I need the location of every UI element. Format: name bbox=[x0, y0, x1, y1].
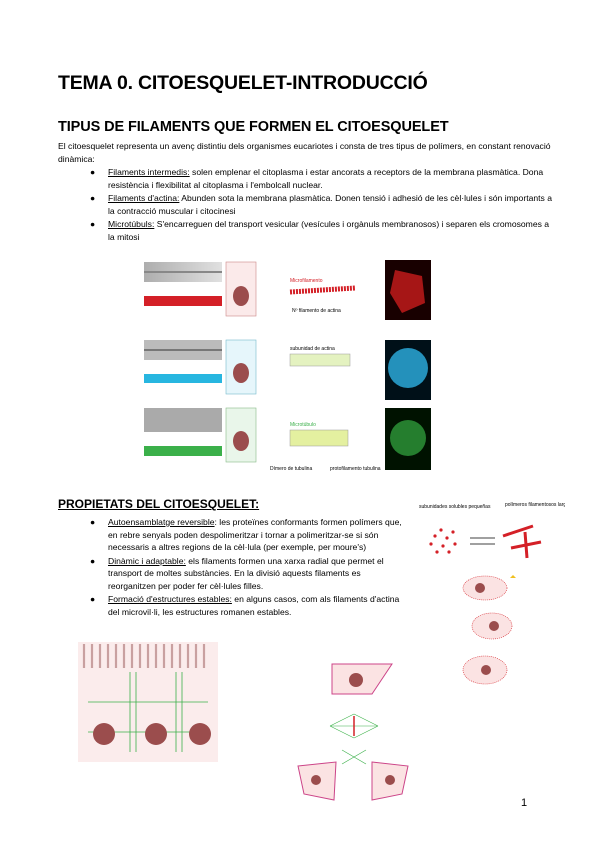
term-label: Filaments d'actina: bbox=[108, 193, 180, 203]
filament-types-figure bbox=[140, 258, 440, 478]
cell-migration-illustration bbox=[440, 566, 535, 696]
intro-paragraph: El citoesquelet representa un avenç distintiu dels organismes eucariotes i consta de tres tipus de polímers, en constant renovació dinàmica: bbox=[58, 141, 551, 164]
list-item bbox=[90, 555, 408, 593]
section-heading-properties: PROPIETATS DEL CITOESQUELET: bbox=[58, 497, 260, 511]
bullet-icon: ● bbox=[90, 517, 96, 527]
mitosis-illustration bbox=[292, 654, 412, 804]
list-item bbox=[90, 166, 553, 191]
properties-list bbox=[90, 516, 408, 619]
microfilament-label: Microfilamento bbox=[290, 278, 323, 284]
bullet-icon: ● bbox=[90, 555, 96, 566]
actin-note-label: Nº filamento de actina bbox=[292, 308, 341, 314]
term-label: Formació d'estructures estables: bbox=[108, 594, 232, 604]
bullet-icon: ● bbox=[90, 219, 96, 229]
soluble-subunits-label: subunidades solubles pequeñas bbox=[419, 504, 491, 510]
list-item bbox=[90, 192, 553, 217]
tubulin-dimer-label: Dímero de tubulina bbox=[270, 466, 313, 472]
microtubule-label: Microtúbulo bbox=[290, 422, 316, 428]
term-label: Filaments intermedis: bbox=[108, 167, 190, 177]
list-item bbox=[90, 516, 408, 554]
term-label: Autoensamblatge reversible bbox=[108, 517, 215, 527]
microvilli-illustration bbox=[78, 642, 218, 762]
actin-subunit-label: subunidad de actina bbox=[290, 346, 335, 352]
mitosis-figure bbox=[292, 654, 412, 804]
cell-migration-figure bbox=[440, 566, 535, 696]
bullet-icon: ● bbox=[90, 193, 96, 203]
item-text: en alguns casos, com als filaments d'actina del microvil·li, les estructures romanen estables. bbox=[108, 594, 400, 617]
section-heading-filaments: TIPUS DE FILAMENTS QUE FORMEN EL CITOESQUELET bbox=[58, 119, 449, 135]
item-text: S'encarreguen del transport vesicular (vesícules i orgànuls membranosos) i separen els cromosomes a la mitosi bbox=[108, 219, 550, 242]
filament-types-illustration bbox=[140, 258, 440, 478]
bullet-icon: ● bbox=[90, 167, 96, 177]
item-text: solen emplenar el citoplasma i estar ancorats a receptors de la membrana plasmàtica. Dona resistència i flexibilitat al citoplasma i l'embolcall nuclear. bbox=[108, 167, 544, 190]
page-number: 1 bbox=[521, 797, 528, 809]
item-text: els filaments formen una xarxa radial que permet el transport de moltes substàncies. En la divisió aquests filaments es reorganitzen per poder fer cèl·lules filles. bbox=[108, 555, 384, 591]
filament-polymers-label: polímeros filamentosos largos bbox=[505, 502, 565, 508]
list-item bbox=[90, 593, 408, 618]
term-label: Microtúbuls: bbox=[108, 219, 155, 229]
page-title: TEMA 0. CITOESQUELET-INTRODUCCIÓ bbox=[58, 72, 428, 94]
polymerization-figure bbox=[415, 500, 565, 560]
item-text: Abunden sota la membrana plasmàtica. Donen tensió i adhesió de les cèl·lules i són importants a la contracció muscular i citocinesi bbox=[108, 193, 552, 216]
polymerization-illustration bbox=[415, 500, 565, 560]
bullet-icon: ● bbox=[90, 594, 96, 604]
microvilli-figure bbox=[78, 642, 218, 762]
protofilament-label: protofilamento tubulina bbox=[330, 466, 381, 472]
filament-types-list bbox=[90, 166, 553, 244]
term-label: Dinàmic i adaptable: bbox=[108, 555, 186, 566]
item-text: : les proteïnes conformants formen polímers que, en rebre senyals poden despolimeritzar i tornar a polimeritzar-se si són necessaris a altres regions de la cèl·lula (per exemple, per moure's) bbox=[108, 517, 402, 552]
list-item bbox=[90, 218, 553, 243]
